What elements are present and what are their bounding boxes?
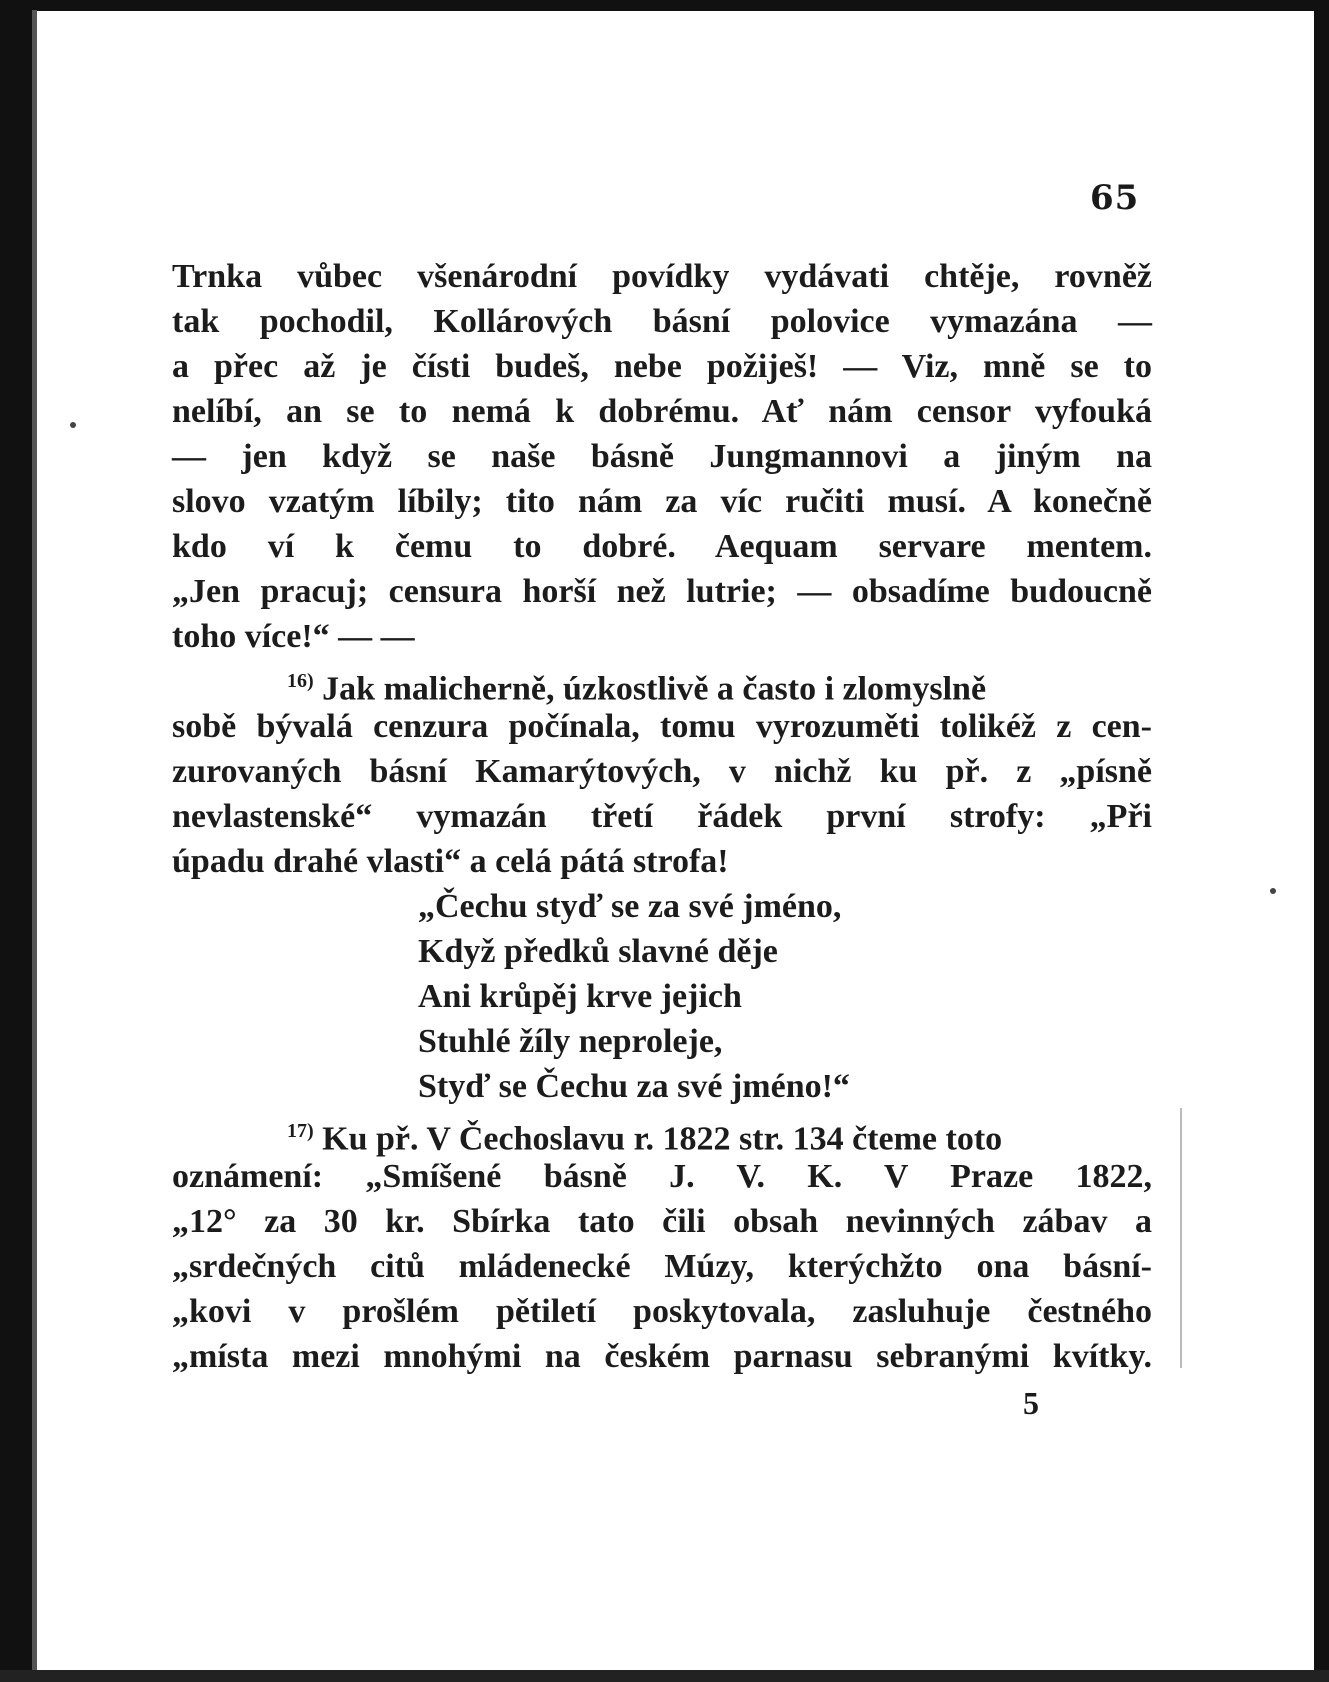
body-line: slovo vzatým líbily; tito nám za víc ručiti musí. A konečně [172,483,1152,520]
dust-speck [70,422,76,428]
footnote-line: úpadu drahé vlasti“ a celá pátá strofa! [172,843,729,880]
footnote-16-marker: 16) [287,670,314,692]
scan-border-top [0,0,1329,11]
footnote-line: sobě bývalá cenzura počínala, tomu vyrozuměti tolikéž z cen- [172,708,1152,745]
verse-line: Ani krůpěj krve jejich [418,978,742,1015]
footnote-line: „12° za 30 kr. Sbírka tato čili obsah nevinných zábav a [172,1203,1152,1240]
footnote-line: „místa mezi mnohými na českém parnasu sebranými kvítky. [172,1338,1152,1375]
body-line: kdo ví k čemu to dobré. Aequam servare mentem. [172,528,1152,565]
scan-border-left [0,0,32,1682]
footnote-line: oznámení: „Smíšené básně J. V. K. V Praze 1822, [172,1158,1152,1195]
scan-border-bottom [0,1670,1329,1682]
body-line: a přec až je čísti budeš, nebe požiješ! — Viz, mně se to [172,348,1152,385]
body-line: „Jen pracuj; censura horší než lutrie; — obsadíme budoucně [172,573,1152,610]
dust-speck [1270,888,1276,894]
verse-line: Styď se Čechu za své jméno!“ [418,1068,850,1105]
footnote-17-marker: 17) [287,1120,314,1142]
footnote-line: zurovaných básní Kamarýtových, v nichž ku př. z „písně [172,753,1152,790]
sheet-signature: 5 [1023,1385,1039,1421]
body-line: tak pochodil, Kollárových básní polovice vymazána — [172,303,1152,340]
body-line: nelíbí, an se to nemá k dobrému. Ať nám censor vyfouká [172,393,1152,430]
footnote-line: „kovi v prošlém pětiletí poskytovala, zasluhuje čestného [172,1293,1152,1330]
page-text [172,254,1152,1379]
footnote-line: „srdečných citů mládenecké Múzy, kterýchžto ona básní- [172,1248,1152,1285]
body-line: toho více!“ — — [172,618,415,655]
verse-line: „Čechu styď se za své jméno, [418,888,842,925]
body-line: Trnka vůbec všenárodní povídky vydávati chtěje, rovněž [172,258,1152,295]
footnote-line: nevlastenské“ vymazán třetí řádek první strofy: „Při [172,798,1152,835]
scan-border-left-shadow [32,10,37,1682]
verse-line: Stuhlé žíly neproleje, [418,1023,723,1060]
margin-bracket-mark [1180,1108,1182,1368]
verse-line: Když předků slavné děje [418,933,778,970]
footnote-17-first-line [172,1109,1152,1158]
scan-border-right [1314,0,1329,1682]
footnote-line: Ku př. V Čechoslavu r. 1822 str. 134 čteme toto [322,1120,1003,1158]
footnote-line: Jak malicherně, úzkostlivě a často i zlomyslně [322,670,987,708]
page-number: 65 [1090,178,1140,218]
body-line: — jen když se naše básně Jungmannovi a jiným na [172,438,1152,475]
footnote-16-first-line [172,659,1152,708]
